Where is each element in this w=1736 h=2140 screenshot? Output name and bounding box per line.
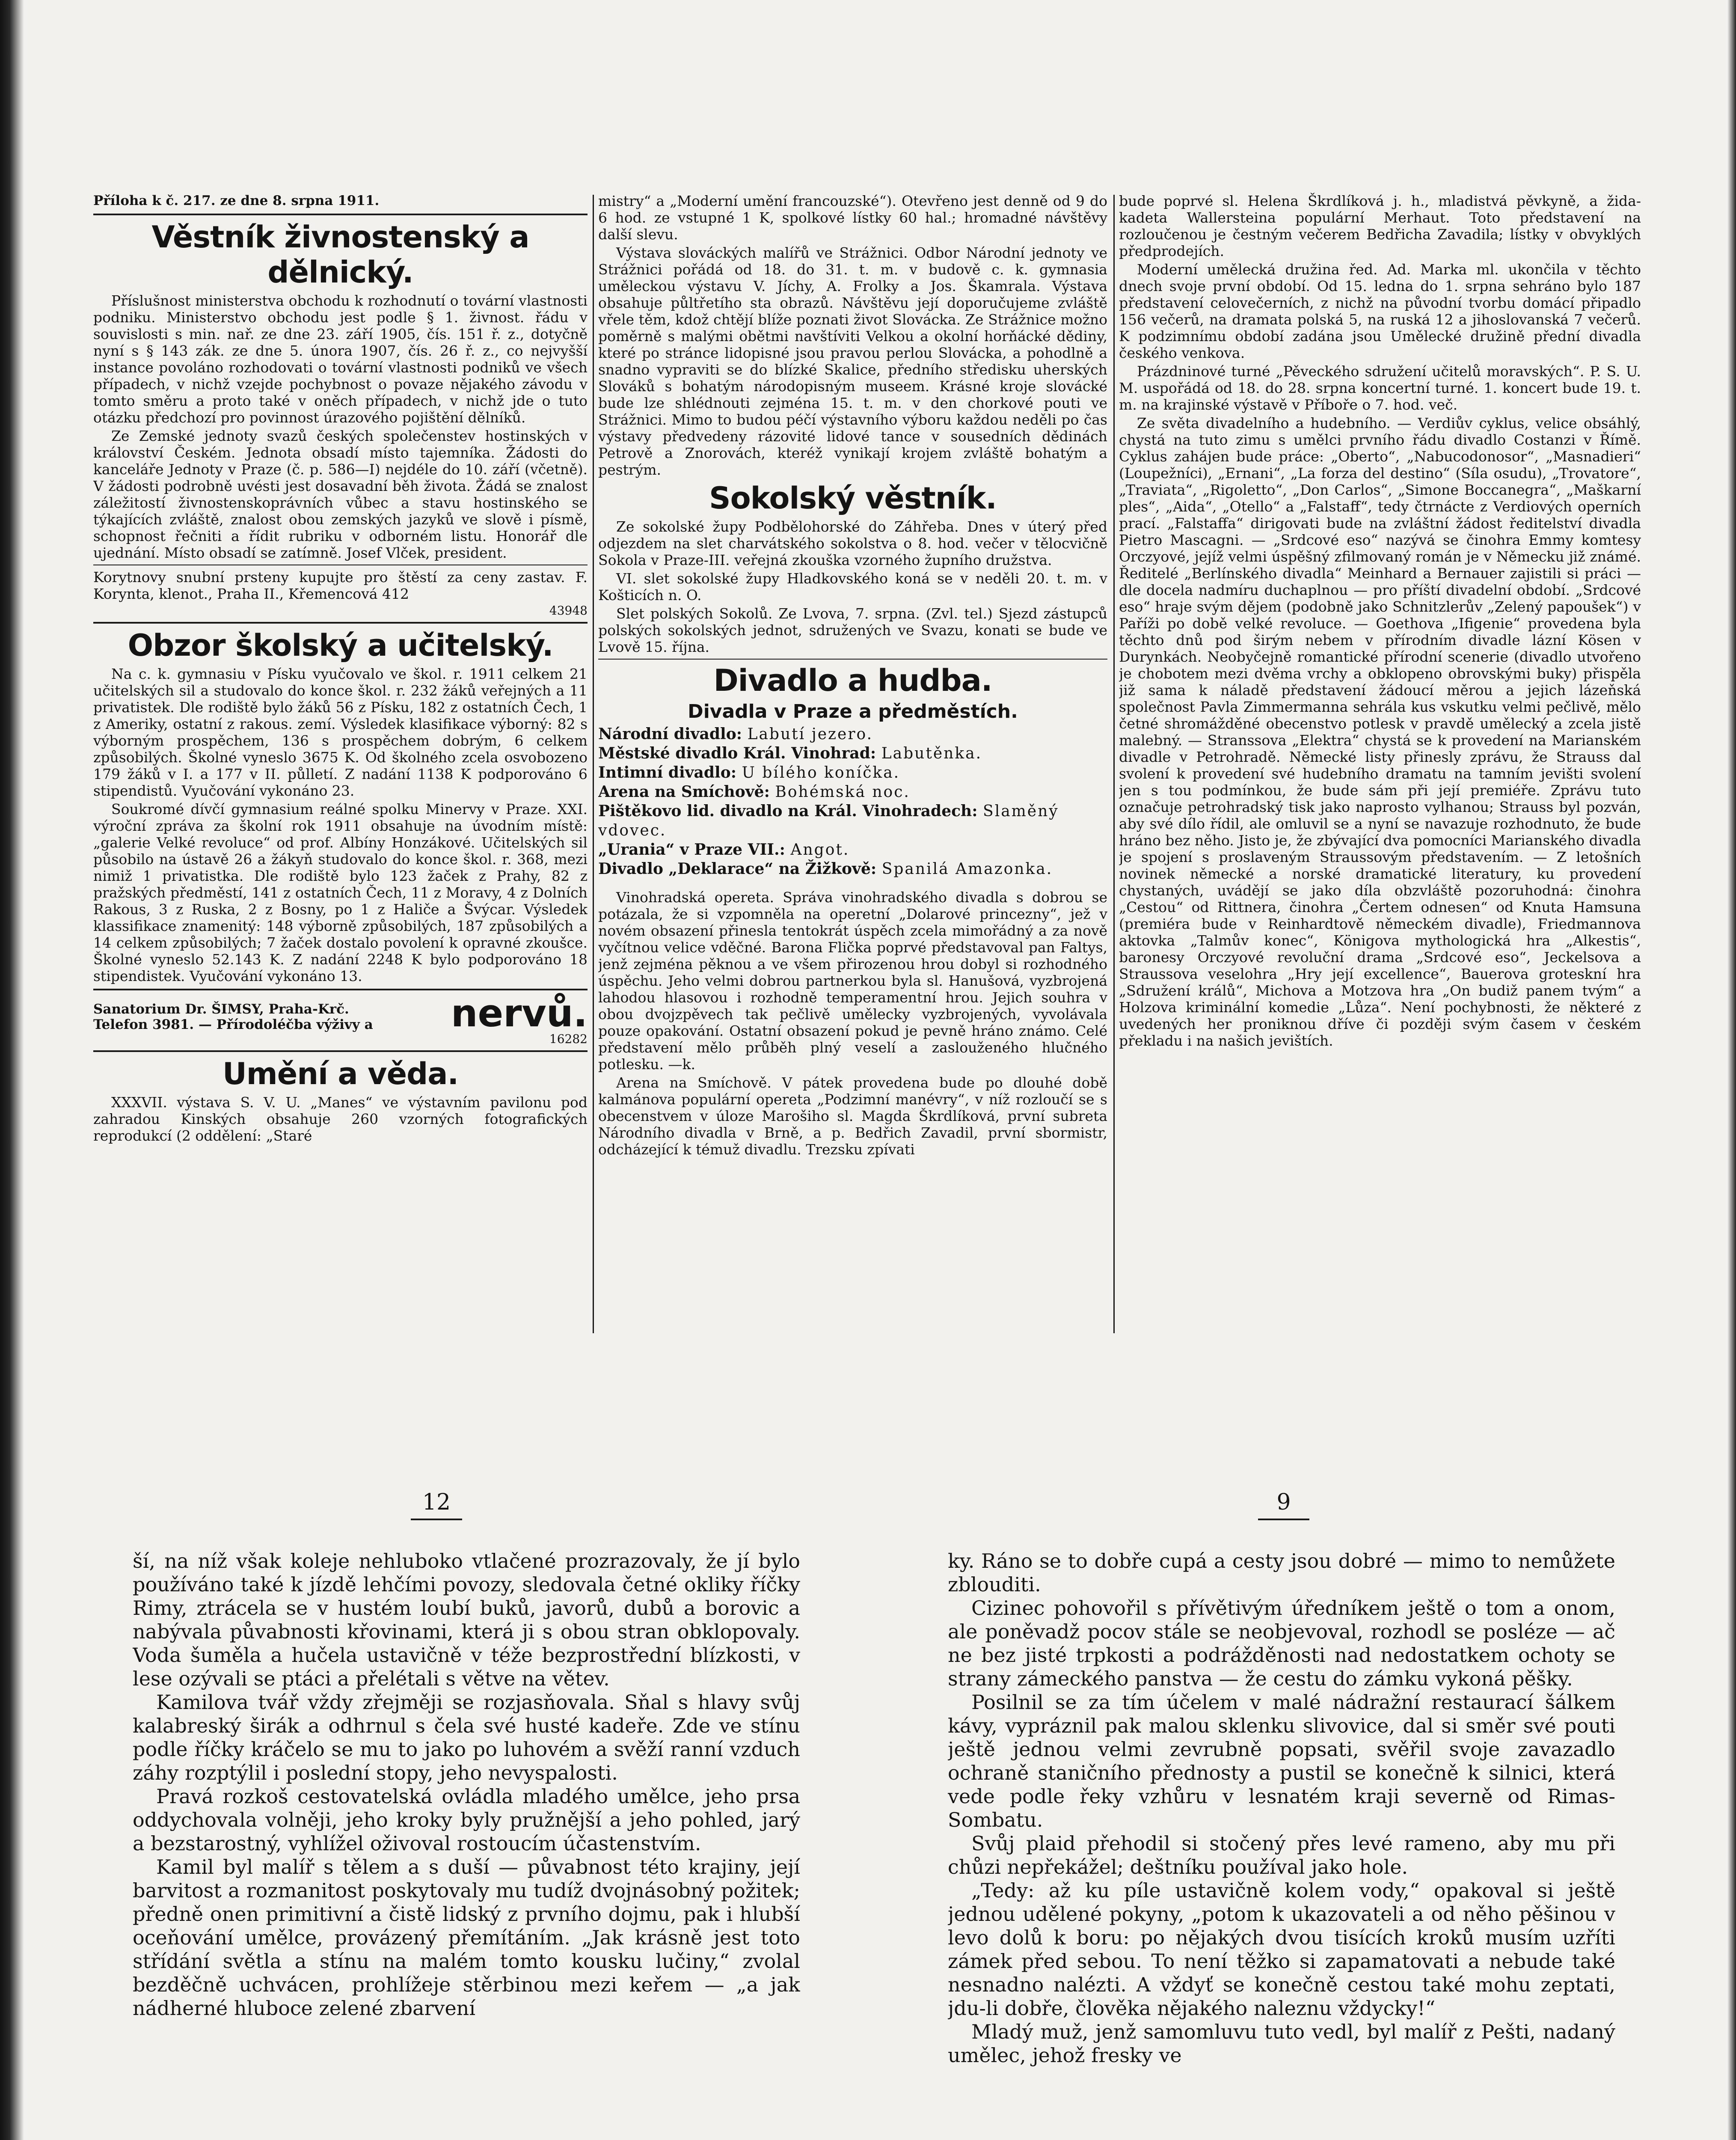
divider [93,622,588,624]
story-column-right [948,1549,1615,2140]
story-paragraph: Svůj plaid přehodil si stočený přes levé rameno, aby mu při chůzi nepřekážel; deštníku používal jako hole. [948,1832,1615,1878]
listing-row: Pištěkovo lid. divadlo na Král. Vinohradech: Slaměný vdovec. [598,802,1059,839]
story-paragraph: ky. Ráno se to dobře cupá a cesty jsou dobré — mimo to nemůžete zblouditi. [948,1549,1615,1596]
ad-korynta: Korytnovy snubní prsteny kupujte pro štěstí za ceny zastav. F. Korynta, klenot., Praha II., Křemencová 412 [93,569,588,602]
theatre-listing [598,725,1107,879]
article-manes: XXXVII. výstava S. V. U. „Manes“ ve výstavním pavilonu pod zahradou Kinských obsahuje 260 vzorných fotografických reprodukcí (2 oddělení: „Staré [93,1094,588,1144]
article-zemska-jednota: Ze Zemské jednoty svazů českých společenstev hostinských v království Českém. Jednota obsadí místo tajemníka. Žádosti do kanceláře Jednoty v Praze (č. p. 586—I) nejdéle do 10. září (včetně). V žádosti podrobně uvésti jest dosavadní běh života. Žádá se znalost záležitostí živnostenskoprávních vůbec a stavu hostinského se týkajících zvláště, znalost obou zemských jazyků ve slově i písmě, schopnost řečniti a řídit rubriku v odborném listu. Honorář dle ujednání. Místo obsadí se zatímně. Josef Vlček, president. [93,428,588,561]
listing-row: Intimní divadlo: U bílého koníčka. [598,764,900,782]
listing-row: „Urania“ v Praze VII.: Angot. [598,841,850,859]
heading-umeni-a-veda: Umění a věda. [222,1056,459,1091]
article-manes-cont: mistry“ a „Moderní umění francouzské“). Otevřeno jest denně od 9 do 6 hod. ze vstupné 1 K, spolkové lístky 60 hal.; hromadné návštěvy další slevu. [598,193,1107,243]
heading-sokolsky-vestnik: Sokolský věstník. [709,481,997,516]
article-turne-psum: Prázdninové turné „Pěveckého sdružení učitelů moravských“. P. S. U. M. uspořádá od 18. do 28. srpna koncertní turné. 1. koncert bude 19. t. m. na krajinské výstavě v Příboře o 7. hod. več. [1119,363,1641,413]
listing-row: Národní divadlo: Labutí jezero. [598,725,873,743]
article-slet-polskych: Slet polských Sokolů. Ze Lvova, 7. srpna. (Zvl. tel.) Sjezd zástupců polských sokolských jednot, sdružených ve Svazu, konati se bude ve Lvově 15. října. [598,605,1107,655]
article-ze-sveta-divadelniho: Ze světa divadelního a hudebního. — Verdiův cyklus, velice obsáhlý, chystá na tuto zimu s umělci prvního řádu divadlo Costanzi v Římě. Cyklus zahájen bude práce: „Oberto“, „Nabucodonosor“, „Masnadieri“ (Loupežníci), „Ernani“, „La forza del destino“ (Síla osudu), „Trovatore“, „Traviata“, „Rigoletto“, „Don Carlos“, „Simone Boccanegra“, „Maškarní ples“, „Aida“, „Otello“ a „Falstaff“, tedy čtrnácte z Verdiových operních prací. „Falstaffa“ dirigovati bude na zvláštní žádost ředitelství divadla Pietro Mascagni. — „Srdcové eso“ nazývá se činohra Emmy komtesy Orczyové, jejíž velmi úspěšný zfilmovaný román je v Německu již známé. Ředitelé „Berlínského divadla“ Meinhard a Bernauer zajistili si práci — dle docela nadmíru duchaplnou — pro příští divadelní období. „Srdcové eso“ hraje svým dějem (podobně jako Schnitzlerův „Zelený papoušek“) v Paříži po době velké revoluce. — Goethova „Ifigenie“ provedena byla těchto dnů pod širým nebem v přírodním divadle lázní Kösen v Durynkách. Neobyčejně romantické přírodní scenerie (divadlo utvořeno je chobotem mezi dvěma vrchy a obklopeno obrovskými buky) přispěla již sama k náladě představení žádoucí měrou a jejich lázeňská společnost Pavla Zimmermanna sehrála kus vskutku velmi pečlivě, mělo četné shromážděné obecenstvo potlesk v pravdě umělecký a zcela jistě malebný. — Stranssova „Elektra“ chystá se k provedení na Marianském divadle v Petrohradě. Německé listy přinesly zprávu, že Strauss dal svolení k provedení své hudebního dramatu na tamním jevišti svolení jen s tou podmínkou, že bude sám při její premiéře. Zprávu tuto označuje petrohradský tisk jako naprosto vylhanou; Strauss byl pozván, aby své dílo řídil, ale omluvil se a nyní se navazuje rozhodnuto, že bude hráno bez něho. Jisto je, že zbývající dva pomocníci Marianského divadla je spojení s proslaveným Straussovým představením. — Z letošních novinek německé a norské dramatické literatury, ku provedení chystaných, uvádějí se jako díla obzvláště pozoruhodná: činohra „Cestou“ od Rittnera, činohra „Čertem odnesen“ od Knuta Hamsuna (premiéra bude v Reinhardtově německém divadle), Friedmannova aktovka „Talmův konec“, Königova mythologická hra „Alkestis“, baronesy Orczyové revoluční drama „Srdcové eso“, Jeckelsova a Straussova veselohra „Hry její excellence“, Bauerova groteskní hra „Sdružení králů“, Michova a Motzova hra „On budiž panem tvým“ a Holzova kriminální komedie „Lůza“. Není pochybnosti, že některé z uvedených her proniknou dříve či později svým časem v českém překladu i na našich jevištích. [1119,415,1641,1049]
heading-obzor-skolsky: Obzor školský a učitelský. [128,628,553,663]
listing-row: Městské divadlo Král. Vinohrad: Labutěnka. [598,744,982,762]
article-sokol-zahreb: Ze sokolské župy Podbělohorské do Záhřeba. Dnes v úterý před odjezdem na slet charvátského sokolstva o 8. hod. večer v tělocvičně Sokola v Praze-III. veřejná zkouška vzorného župního družstva. [598,518,1107,568]
divider [93,214,588,215]
story-paragraph: „Tedy: až ku píle ustavičně kolem vody,“ opakoval si ještě jednou udělené pokyny, „potom k ukazovateli a od něho pěšinou v levo dolů k boru: po nějakých dvou tisících kroků musím uzříti zámek před sebou. To není těžko si zapamatovati a nebude také nesnadno nalézti. A vždyť se konečně cestou také mohu zeptati, jdu-li dobře, člověka nějakého naleznu vždycky!“ [948,1879,1615,2020]
subheading-divadla-v-praze: Divadla v Praze a předměstích. [688,701,1018,722]
heading-vestnik-zivnostensky: Věstník živnostenský a dělnický. [151,220,529,290]
article-gymnasium-pisek: Na c. k. gymnasiu v Písku vyučovalo ve škol. r. 1911 celkem 21 učitelských sil a studovalo do konce škol. r. 232 žáků veřejných a 11 privatistek. Dle rodiště bylo žáků 56 z Písku, 182 z ostatních Čech, 1 z Ameriky, ostatní z rakous. zemí. Výsledek klasifikace výborný: 82 s výborným prospěchem, 136 s prospěchem dobrým, 6 celkem způsobilých. Školné vyneslo 3675 K. Od školného zcela osvobozeno 179 žáků v I. a 177 v II. půlletí. Z nadání 1138 K podporováno 6 stipendistů. Vyučování vykonáno 23. [93,666,588,799]
article-arena-cont: bude poprvé sl. Helena Škrdlíková j. h., mladistvá pěvkyně, a žida-kadeta Wallersteina populární Merhaut. Toto představení na rozloučenou je čestným večerem Bedřicha Zavadila; lístky v obvyklých předprodejích. [1119,193,1641,259]
supplement-header: Příloha k č. 217. ze dne 8. srpna 1911. [93,193,380,208]
story-paragraph: Kamilova tvář vždy zřejměji se rozjasňovala. Sňal s hlavy svůj kalabreský širák a odhrnul s čela své husté kadeře. Zde ve stínu podle říčky kráčelo se mu to jako po luhovém a svěží ranní vzduch záhy rozptýlil i poslední stopy, jeho nevyspalosti. [133,1691,800,1784]
listing-row: Arena na Smíchově: Bohémská noc. [598,783,910,801]
divider [598,659,1107,660]
story-paragraph: Pravá rozkoš cestovatelská ovládla mladého umělce, jeho prsa oddychovala volněji, jeho kroky byly pružnější a jeho pohled, jarý a bezstarostný, vyhlížel oživoval rostoucím účastenstvím. [133,1785,800,1855]
ad-sanatorium-line1: Sanatorium Dr. ŠIMSY, Praha-Krč. [93,1002,349,1017]
page-number-rule [1258,1519,1309,1520]
column-left [93,193,588,1331]
story-paragraph: Kamil byl malíř s tělem a s duší — půvabnost této krajiny, její barvitost a rozmanitost poskytovaly mu tudíž dvojnásobný požitek; předně onen primitivní a čistě lidský z prvního dojmu, pak i hlubší oceňování umělce, provázený přemítáním. „Jak krásně jest toto střídání světla a stínu na malém tomto kousku lučiny,“ zvolal bezděčně uchvácen, prohlížeje stěrbinou mezi keřem — „a jak nádherné hluboce zelené zbarvení [133,1855,800,2020]
listing-row: Divadlo „Deklarace“ na Žižkově: Spanilá Amazonka. [598,860,1053,878]
heading-divadlo-a-hudba: Divadlo a hudba. [713,663,992,698]
article-prislusnost: Příslušnost ministerstva obchodu k rozhodnutí o tovární vlastnosti podniku. Ministerstvo obchodu jest podle § 1. živnost. řádu v souvislosti s min. nař. ze dne 23. září 1905, čís. 151 ř. z., dotyčně nyní s § 143 zák. ze dne 5. února 1907, čís. 26 ř. z., co nejvyšší instance povoláno rozhodovati o tovární vlastnosti podniků ve všech případech, v nichž vzejde pochybnost o povaze nějakého závodu v tomto směru a proto také v oněch případech, v nichž jde o tuto otázku předchozí pro povinnost úrazového pojištění dělníků. [93,292,588,426]
story-paragraph: Mladý muž, jenž samomluvu tuto vedl, byl malíř z Pešti, nadaný umělec, jehož fresky ve [948,2020,1615,2067]
story-paragraph: ší, na níž však koleje nehluboko vtlačené prozrazovaly, že jí bylo používáno také k jízdě lehčími povozy, sledovala četné okliky říčky Rimy, ztrácela se v hustém loubí buků, javorů, dubů a borovic a nabývala půvabnosti křovinami, která ji s obou stran obklopovaly. Voda šuměla a hučela ustavičně v téže bezprostřední blízkosti, v lese ozývali se ptáci a přelétali s větve na větev. [133,1549,800,1690]
column-right [1119,193,1641,1331]
ad-sanatorium-big: nervů. [451,991,588,1035]
article-arena-smichov: Arena na Smíchově. V pátek provedena bude po dlouhé době kalmánova populární opereta „Podzimní manévry“, v níž rozloučí se s obecenstvem v úloze Marošiho sl. Magda Škrdlíková, první subreta Národního divadla v Brně, a p. Bedřich Zavadil, první sbormistr, odcházející k témuž divadlu. Trezsku zpívati [598,1074,1107,1158]
page-number-right: 9 [1276,1489,1291,1515]
ad-sanatorium [93,991,588,1035]
ad-number: 43948 [549,603,588,618]
divider [93,1050,588,1052]
page-number-rule [411,1519,462,1520]
column-middle [598,193,1107,1331]
story-column-left [133,1549,800,2140]
article-minerva: Soukromé dívčí gymnasium reálné spolku Minervy v Praze. XXI. výroční zpráva za školní rok 1911 obsahuje na úvodním místě: „galerie Velké revoluce“ od prof. Albíny Honzákové. Učitelských sil působilo na ústavě 26 a žákyň studovalo do konce škol. r. 368, mezi nimiž 1 privatistka. Dle rodiště bylo 123 žaček z Prahy, 82 z pražských předměstí, 141 z ostatních Čech, 11 z Moravy, 4 z Dolních Rakous, 3 z Ruska, 2 z Bosny, po 1 z Haliče a Švýcar. Výsledek klassifikace znamenitý: 148 výborně způsobilých, 187 způsobilých a 14 celkem způsobilých; 7 žaček dostalo povolení k opravné zkoušce. Školné vyneslo 52.143 K. Z nadání 2248 K bylo podporováno 18 stipendistek. Vyučování vykonáno 13. [93,801,588,984]
ad-sanatorium-line2: Telefon 3981. — Přírodoléčba výživy a [93,1017,373,1032]
column-rule [1113,195,1115,1333]
ad-number: 16282 [549,1032,588,1046]
scan-shadow-left [0,0,24,2140]
column-rule [593,195,594,1333]
article-strasnice: Výstava slováckých malířů ve Strážnici. Odbor Národní jednoty ve Strážnici pořádá od 18. do 31. t. m. v budově c. k. gymnasia uměleckou výstavu V. Jíchy, A. Frolky a Jos. Škamrala. Výstava obsahuje půltřetího sta obrazů. Návštěvu její doporučujeme zvláště vřele těm, kdož chtějí blíže poznati život Slovácka. Ze Strážnice možno poměrně s malými obětmi navštíviti Velkou a okolní horňácké dědiny, které po stránce lidopisné jsou pravou perlou Slovácka, a pohodlně a snadno vypraviti se do blízké Skalice, předního středisku uherských Slováků s bohatým národopisným museem. Krásné kroje slovácké bude lze shlédnouti zejména 15. t. m. v den chorkové pouti ve Strážnici. Mimo to budou péčí výstavního výboru každou neděli po čas výstavy předvedeny rázovité lidové tance v sousedních dědinách Petrově a Znorovách, kteréž vynikají krojem zvláště bohatým a pestrým. [598,244,1107,478]
article-slet-hladkovskeho: VI. slet sokolské župy Hladkovského koná se v neděli 20. t. m. v Košticích n. O. [598,570,1107,603]
story-paragraph: Cizinec pohovořil s přívětivým úředníkem ještě o tom a onom, ale poněvadž pocov stále se neobjevoval, rozhodl se posléze — ač ne bez jisté trpkosti a podrážděnosti nad nedostatkem ochoty se strany zámeckého panstva — že cestu do zámku vykoná pěšky. [948,1596,1615,1690]
scan-shadow-right [1727,0,1736,2140]
divider [93,989,588,990]
story-paragraph: Posilnil se za tím účelem v malé nádražní restaurací šálkem kávy, vypráznil pak malou sklenku slivovice, dal si směr své pouti ještě jednou velmi zevrubně popsati, svěřil svoje zavazadlo ochraně staničního přednosty a pustil se konečně k silnici, která vede podle řeky vzhůru v lesnatém kraji severně od Rimas-Sombatu. [948,1691,1615,1831]
article-moderni-druzina: Moderní umělecká družina řed. Ad. Marka ml. ukončila v těchto dnech svoje první období. Od 15. ledna do 1. srpna sehráno bylo 187 představení celovečerních, z nichž na původní tvorbu domácí připadlo 156 večerů, na dramata polská 5, na ruská 12 a jihoslovanská 7 večerů. K podzimnímu období zadána jsou Umělecké družině přední divadla českého venkova. [1119,261,1641,361]
page-number-left: 12 [422,1489,451,1515]
article-vinohradska-opereta: Vinohradská opereta. Správa vinohradského divadla s dobrou se potázala, že si vzpomněla na operetní „Dolarové princezny“, jež v novém obsazení přinesla tentokrát úspěch zcela mimořádný a za nově vyčítnou velice vděčné. Barona Flička poprvé představoval pan Faltys, jenž zejména pěknou a ve všem přirozenou hrou dobyl si rozhodného úspěchu. Jeho velmi dobrou partnerkou byla sl. Hanušová, vyzbrojená lahodou hlasovou i rozhodně temperamentní hrou. Jejich souhra v obou dvojzpěvech tak pečlivě umělecky vyzbrojených, vyvolávala pouze opakování. Ostatní obsazení pokud je pevně hráno známo. Celé představení mělo průběh plný veselí a zaslouženého hlučného potlesku. —k. [598,889,1107,1073]
